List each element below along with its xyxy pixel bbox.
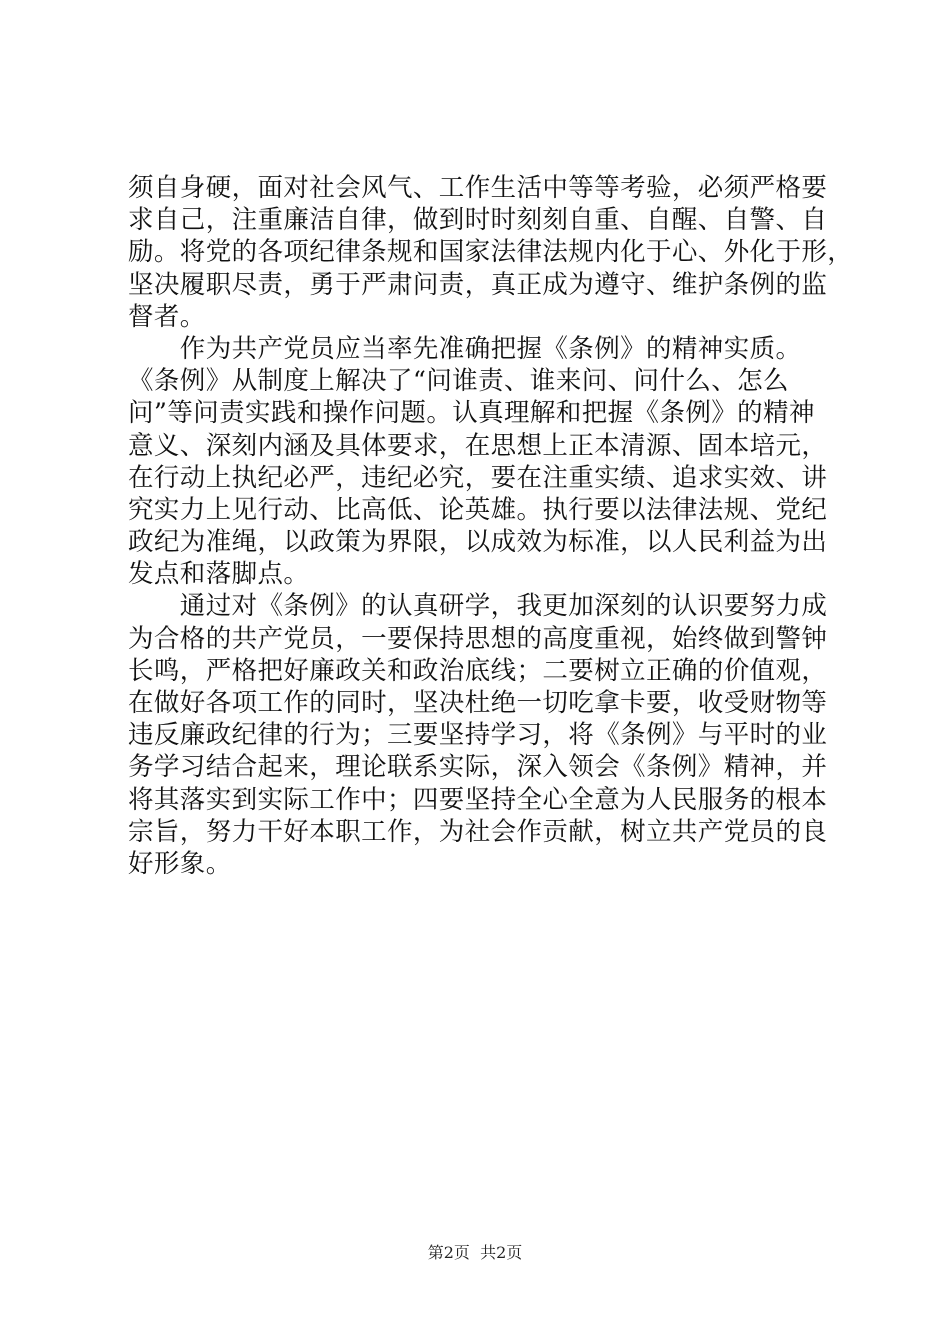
page-footer [0,1243,950,1263]
text-line: 求自己，注重廉洁自律，做到时时刻刻自重、自醒、自警、自 [128,205,828,236]
text-line: 通过对《条例》的认真研学，我更加深刻的认识要努力成 [128,591,828,622]
text-line: 问”等问责实践和操作问题。认真理解和把握《条例》的精神 [128,398,815,429]
text-line: 意义、深刻内涵及具体要求，在思想上正本清源、固本培元， [128,430,828,461]
text-line: 坚决履职尽责，勇于严肃问责，真正成为遵守、维护条例的监 [128,269,828,300]
text-line: 宗旨，努力干好本职工作，为社会作贡献，树立共产党员的良 [128,816,828,847]
text-line: 将其落实到实际工作中；四要坚持全心全意为人民服务的根本 [128,784,828,815]
text-line: 务学习结合起来，理论联系实际，深入领会《条例》精神，并 [128,752,828,783]
body-text [128,172,854,880]
text-line: 违反廉政纪律的行为；三要坚持学习，将《条例》与平时的业 [128,720,828,751]
text-line: 长鸣，严格把好廉政关和政治底线；二要树立正确的价值观， [128,655,828,686]
text-line: 《条例》从制度上解决了“问谁责、谁来问、问什么、怎么 [128,366,789,397]
text-line: 作为共产党员应当率先准确把握《条例》的精神实质。 [128,333,802,364]
text-line: 励。将党的各项纪律条规和国家法律法规内化于心、外化于形， [128,237,854,268]
text-line: 在行动上执纪必严，违纪必究，要在注重实绩、追求实效、讲 [128,462,828,493]
page-number: 第2页 共2页 [427,1243,523,1262]
text-line: 发点和落脚点。 [128,559,310,590]
text-line: 在做好各项工作的同时，坚决杜绝一切吃拿卡要，收受财物等 [128,688,828,718]
text-line: 究实力上见行动、比高低、论英雄。执行要以法律法规、党纪 [128,494,828,525]
text-line: 政纪为准绳，以政策为界限，以成效为标准，以人民利益为出 [128,527,828,558]
text-line: 须自身硬，面对社会风气、工作生活中等等考验，必须严格要 [128,173,828,203]
text-line: 督者。 [128,301,206,332]
text-line: 为合格的共产党员，一要保持思想的高度重视，始终做到警钟 [128,623,828,654]
text-line: 好形象。 [128,848,232,879]
